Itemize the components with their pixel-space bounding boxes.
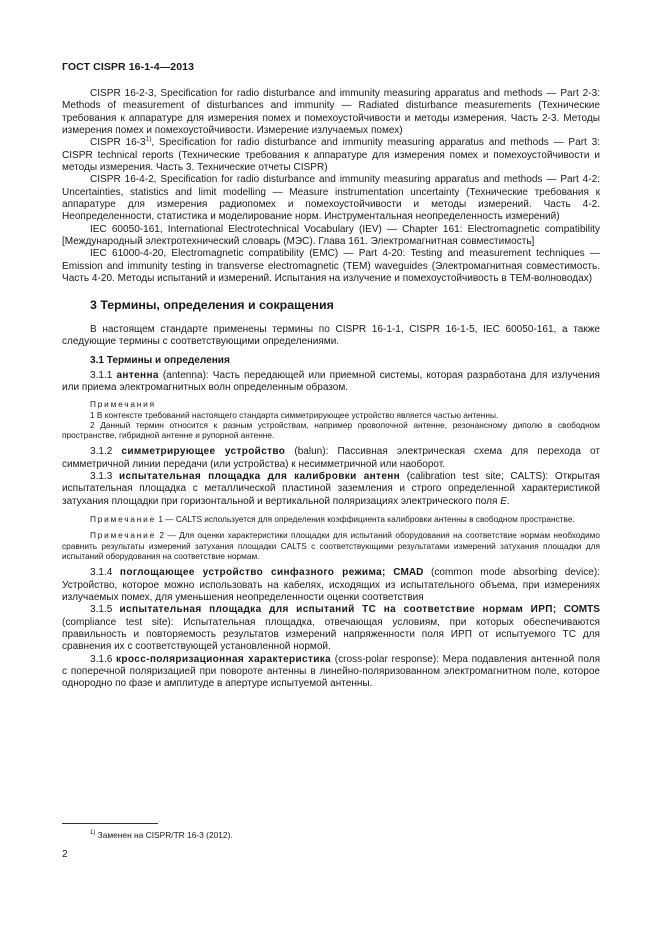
note-2: 2 Данный термин относится к разным устройствам, например проволочной антенне, резонансному диполю в свободном пространстве, гибридной антенне и рупорной антенне. xyxy=(62,419,600,441)
reference-cispr-16-3: CISPR 16-3$^{1)}$, Specification for radio disturbance and immunity measuring apparatus and methods — Part 3: CISPR technical reports (Технические требования к аппаратуре для измерения помех и помехоустойчивости и методы измерения. Часть 3. Технические отчеты CISPR) xyxy=(62,136,601,174)
section-intro: В настоящем стандарте применены термины по CISPR 16-1-1, CISPR 16-1-5, IEC 60050-161, а также следующие термины с соответствующими определениями. xyxy=(62,323,600,347)
term-abbreviation: CMAD xyxy=(393,567,424,579)
footnote-mark: 1) xyxy=(145,136,152,144)
notes-label: Примечания xyxy=(90,399,156,410)
standard-header: ГОСТ CISPR 16-1-4—2013 xyxy=(62,61,195,73)
term-name: симметрирующее устройство xyxy=(121,446,286,458)
term-abbreviation: COMTS xyxy=(563,604,601,616)
reference-iec-61000-4-20: IEC 61000-4-20, Electromagnetic compatibility (EMC) — Part 4-20: Testing and measurement techniques — Emission and immunity testing in transverse electromagnetic (TEM) waveguides (Электромагнитная совместимость. Часть 4-20. Методы испытаний и измерений. Испытания на излучение и помехоустойчивость в ТЕМ-волноводах) xyxy=(62,248,600,285)
term-name: кросс-поляризационная характеристика xyxy=(116,653,332,665)
term-3-1-3: 3.1.3 испытательная площадка для калибровки антенн (calibration test site; CALTS): Открытая испытательная площадка с металлической пластиной заземления и строго определенной характеристикой затухания площадки при горизонтальной и вертикальной поляризациях электрического поля E. xyxy=(62,471,600,507)
note-3-1-3-1: Примечание 1 — CALTS используется для определения коэффициента калибровки антенны в свободном пространстве. xyxy=(90,514,575,525)
term-3-1-4: 3.1.4 поглощающее устройство синфазного режима; CMAD (common mode absorbing device): Устройство, которое можно использовать на кабелях, исходящих из испытательного объема, при измерениях излучаемых помех, для уменьшения неопределенности оценки соответствия xyxy=(62,567,600,603)
note-1: 1 В контексте требований настоящего стандарта симметрирующее устройство является частью антенны. xyxy=(90,409,499,420)
page-number: 2 xyxy=(62,849,68,860)
note-3-1-3-2: Примечание 2 — Для оценки характеристики площадки для испытаний оборудования на соответствие нормам необходимо сравнить результаты измерений затухания площадки CALTS с соответствующими результатами измерений затухания площадки для испытаний оборудования на соответствие нормам. xyxy=(62,530,600,562)
document-body xyxy=(62,88,600,691)
section-title: 3 Термины, определения и сокращения xyxy=(90,297,334,312)
term-3-1-5: 3.1.5 испытательная площадка для испытаний ТС на соответствие нормам ИРП; COMTS (compliance test site): Испытательная площадка, отвечающая условиям, при которых обеспечиваются правильность и повторяемость результатов измерений напряженности поля ИРП от испытуемого ТС для сравнения их с соответствующей установленной нормой. xyxy=(62,604,601,653)
term-name: поглощающее устройство синфазного режима; xyxy=(119,567,386,579)
term-name: испытательная площадка для калибровки антенн xyxy=(119,471,401,483)
footnote: $^{1)}$ Заменен на CISPR/TR 16-3 (2012). xyxy=(90,830,233,840)
footnote-divider xyxy=(62,823,158,824)
term-3-1-2: 3.1.2 симметрирующее устройство (balun): Пассивная электрическая схема для перехода от симметричной линии передачи (или устройства) к несимметричной или наоборот. xyxy=(62,446,600,470)
reference-cispr-16-4-2: CISPR 16-4-2, Specification for radio disturbance and immunity measuring apparatus and methods — Part 4-2: Uncertainties, statistics and limit modelling — Measure instrumentation uncertainty (Технические требования к аппаратуре для измерения радиопомех и помехоустойчивости и методы измерений. Часть 4-2. Неопределенности, статистика и моделирование норм. Инструментальная неопределенность измерений) xyxy=(62,174,600,223)
subsection-title: 3.1 Термины и определения xyxy=(90,355,230,367)
term-name: испытательная площадка для испытаний ТС на соответствие нормам ИРП; xyxy=(119,604,557,616)
term-3-1-1: 3.1.1 антенна (antenna): Часть передающей или приемной системы, которая разработана для излучения или приема электромагнитных волн определенным образом. xyxy=(62,369,600,393)
term-3-1-6: 3.1.6 кросс-поляризационная характеристика (cross-polar response): Мера подавления антенной поля с поперечной поляризацией при повороте антенны в линейно-поляризованном электромагнитном поле, которое однородно по фазе и амплитуде в апертуре испытуемой антенны. xyxy=(62,653,601,690)
reference-iec-60050-161: IEC 60050-161, International Electrotechnical Vocabulary (IEV) — Chapter 161: Electromagnetic compatibility [Международный электротехнический словарь (МЭС). Глава 161. Электромагнитная совместимость] xyxy=(62,223,600,248)
reference-cispr-16-2-3: CISPR 16-2-3, Specification for radio disturbance and immunity measuring apparatus and methods — Part 2-3: Methods of measurement of disturbances and immunity — Radiated disturbance measurements (Технические требования к аппаратуре для измерения помех и помехоустойчивости и методы измерения. Часть 2-3. Методы измерения помех и помехоустойчивости. Измерение излучаемых помех) xyxy=(62,88,600,137)
term-name: антенна xyxy=(116,369,159,381)
